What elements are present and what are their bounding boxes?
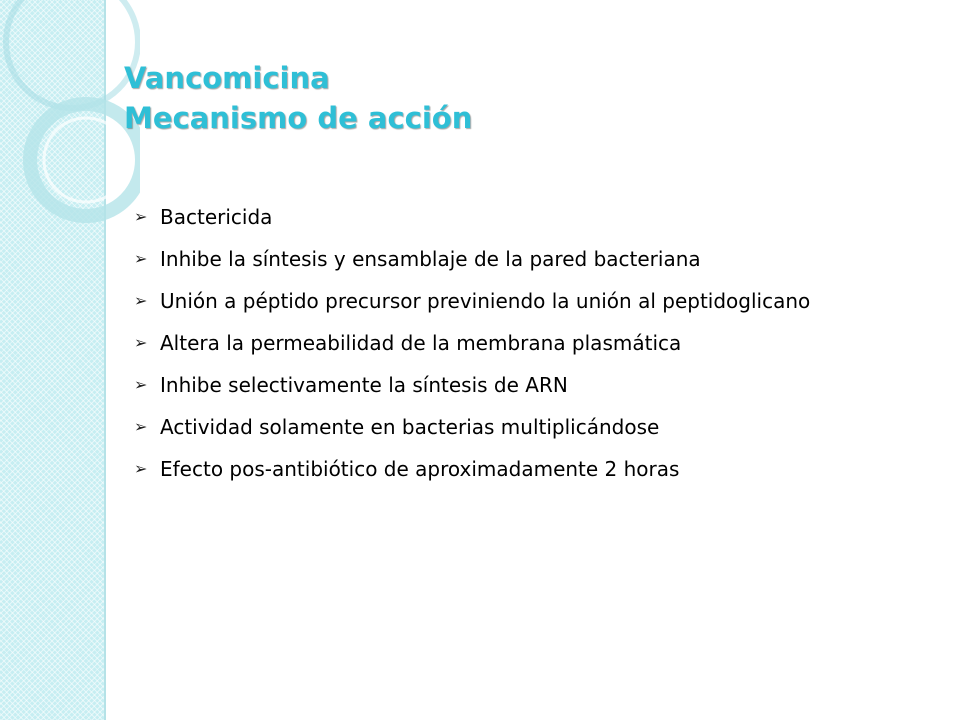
arrowhead-right-icon: ➢: [134, 291, 148, 310]
ring-decoration-icon: [0, 0, 140, 260]
arrowhead-right-icon: ➢: [134, 249, 148, 268]
slide-title-line-1: Vancomicina: [124, 61, 330, 95]
bullet-list: [134, 204, 924, 498]
arrowhead-right-icon: ➢: [134, 333, 148, 352]
arrowhead-right-icon: ➢: [134, 375, 148, 394]
arrowhead-right-icon: ➢: [134, 207, 148, 226]
bullet-text: Inhibe la síntesis y ensamblaje de la pared bacteriana: [160, 247, 701, 271]
bullet-item: [134, 414, 924, 440]
bullet-item: [134, 288, 924, 314]
bullet-text: Unión a péptido precursor previniendo la unión al peptidoglicano: [160, 289, 811, 313]
slide-title-line-2: Mecanismo de acción: [124, 101, 473, 135]
bullet-item: [134, 456, 924, 482]
bullet-text: Inhibe selectivamente la síntesis de ARN: [160, 373, 568, 397]
bullet-text: Efecto pos-antibiótico de aproximadamente 2 horas: [160, 457, 680, 481]
bullet-item: [134, 246, 924, 272]
arrowhead-right-icon: ➢: [134, 459, 148, 478]
bullet-item: [134, 204, 924, 230]
bullet-text: Altera la permeabilidad de la membrana plasmática: [160, 331, 682, 355]
arrowhead-right-icon: ➢: [134, 417, 148, 436]
bullet-text: Actividad solamente en bacterias multiplicándose: [160, 415, 660, 439]
bullet-item: [134, 372, 924, 398]
bullet-text: Bactericida: [160, 205, 273, 229]
slide-title: [124, 58, 472, 138]
bullet-item: [134, 330, 924, 356]
